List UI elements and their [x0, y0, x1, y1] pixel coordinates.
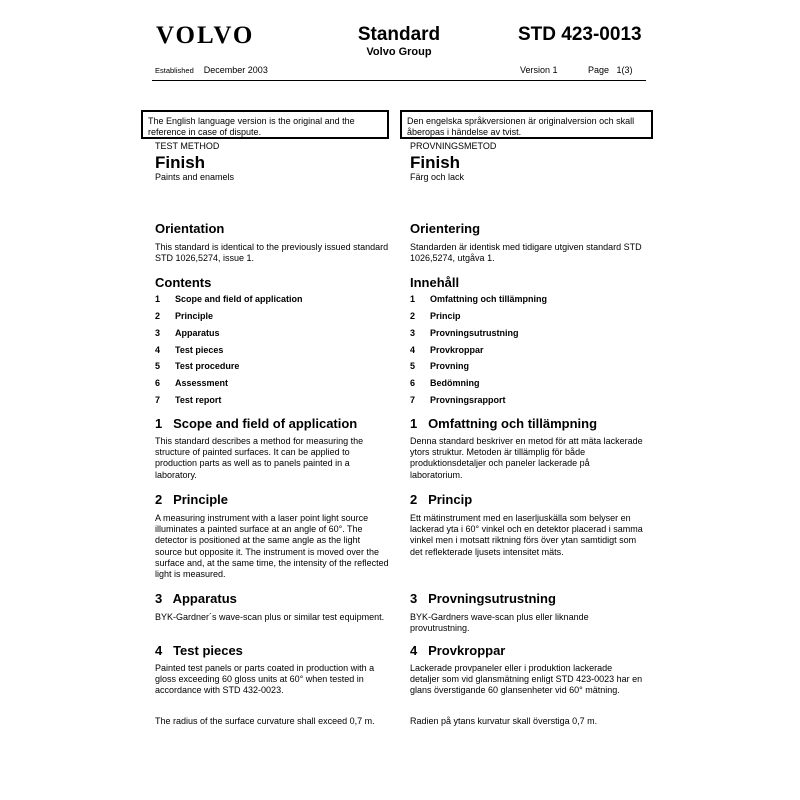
contents-item-label: Provningsutrustning: [430, 328, 519, 338]
section-4-heading: 4 Test pieces: [155, 643, 243, 658]
volvo-logo: VOLVO: [156, 22, 255, 49]
doc-title: Finish: [155, 153, 206, 172]
contents-item-number: 3: [410, 328, 416, 338]
section-4-text-2: Radien på ytans kurvatur skall överstiga 0,7 m.: [410, 716, 598, 726]
section-3-text: BYK-Gardners wave-scan plus eller liknande provutrustning.: [410, 612, 589, 634]
standard-number: STD 423-0013: [518, 24, 642, 45]
doc-type: PROVNINGSMETOD: [410, 141, 497, 151]
contents-heading: Contents: [155, 275, 212, 290]
contents-item-label: Princip: [430, 311, 461, 321]
contents-item-number: 2: [155, 311, 161, 321]
contents-item-label: Test report: [175, 395, 222, 405]
english-column: [155, 141, 389, 726]
section-2-text: A measuring instrument with a laser point light source illuminates a painted surface at an angle of 60°. The detector is positioned at the same angle as the light source but opposite it. The instrument is moved over the surface and, at the same time, the intensity of the reflected light is measured.: [155, 513, 389, 580]
doc-subtitle: Paints and enamels: [155, 172, 235, 182]
section-4-text: Painted test panels or parts coated in production with a gloss exceeding 60 gloss units at 60° when tested in accordance with STD 432-0023.: [155, 663, 375, 696]
swedish-column: [410, 141, 644, 726]
section-2-heading: 2 Principle: [155, 492, 228, 507]
notice-box-sv: Den engelska språkversionen är originalversion och skall åberopas i händelse av tvist.: [400, 110, 653, 139]
section-1-heading: 1 Scope and field of application: [155, 416, 358, 431]
contents-item-number: 4: [410, 345, 416, 355]
section-3-text: BYK-Gardner´s wave-scan plus or similar test equipment.: [155, 612, 385, 622]
contents-item-number: 3: [155, 328, 161, 338]
contents-item-number: 1: [410, 294, 416, 304]
page-label: Page: [588, 65, 610, 75]
orientation-heading: Orientering: [410, 221, 481, 236]
page-value: 1(3): [616, 65, 633, 75]
contents-item-number: 1: [155, 294, 161, 304]
established-label: Established: [155, 66, 194, 75]
orientation-text: This standard is identical to the previously issued standard STD 1026,5274, issue 1.: [155, 242, 389, 264]
contents-item-number: 5: [410, 361, 416, 371]
page-info: [588, 65, 633, 75]
established-info: [155, 65, 268, 75]
header-divider: [152, 80, 646, 81]
contents-item-label: Provningsrapport: [430, 395, 506, 405]
contents-item-label: Test procedure: [175, 361, 240, 371]
contents-item-number: 6: [155, 378, 161, 388]
contents-item-label: Provkroppar: [430, 345, 484, 355]
version-info: Version 1: [520, 65, 558, 75]
contents-item-number: 4: [155, 345, 161, 355]
document-subtitle: Volvo Group: [366, 46, 432, 58]
document-title: Standard: [357, 24, 441, 45]
doc-subtitle: Färg och lack: [410, 172, 465, 182]
section-1-text: This standard describes a method for measuring the structure of painted surfaces. It can be applied to production parts as well as to panels painted in a laboratory.: [155, 436, 364, 480]
contents-item-label: Provning: [430, 361, 470, 371]
doc-type: TEST METHOD: [155, 141, 220, 151]
contents-item-label: Principle: [175, 311, 214, 321]
section-1-text: Denna standard beskriver en metod för att mäta lackerade ytors struktur. Metoden är tillämplig för både produktionsdetaljer och paneler lackerade på laboratorium.: [410, 436, 643, 480]
contents-item-label: Assessment: [175, 378, 229, 388]
contents-item-number: 7: [410, 395, 416, 405]
contents-item-number: 2: [410, 311, 416, 321]
contents-item-number: 6: [410, 378, 416, 388]
section-4-text-2: The radius of the surface curvature shall exceed 0,7 m.: [155, 716, 375, 726]
section-2-heading: 2 Princip: [410, 492, 473, 507]
contents-item-label: Apparatus: [175, 328, 220, 338]
contents-heading: Innehåll: [410, 275, 460, 290]
contents-item-label: Bedömning: [430, 378, 480, 388]
contents-item-number: 7: [155, 395, 161, 405]
section-2-text: Ett mätinstrument med en laserljuskälla som belyser en lackerad yta i 60° vinkel och en detektor placerad i samma vinkel men i motsatt riktning förs över ytan samtidigt som det reflekterade ljusets intensitet mäts.: [410, 513, 643, 557]
section-4-text: Lackerade provpaneler eller i produktion lackerade detaljer som vid glansmätning enligt STD 423-0023 har en glans överstigande 60 glansenheter vid 60° mätning.: [410, 663, 643, 696]
notice-box-en: The English language version is the original and the reference in case of dispute.: [141, 110, 389, 139]
doc-title: Finish: [410, 153, 461, 172]
contents-item-label: Test pieces: [175, 345, 224, 355]
section-3-heading: 3 Provningsutrustning: [410, 591, 556, 606]
orientation-text: Standarden är identisk med tidigare utgiven standard STD 1026,5274, utgåva 1.: [410, 242, 642, 264]
orientation-heading: Orientation: [155, 221, 225, 236]
established-value: December 2003: [203, 65, 268, 75]
section-4-heading: 4 Provkroppar: [410, 643, 506, 658]
contents-item-label: Scope and field of application: [175, 294, 303, 304]
section-1-heading: 1 Omfattning och tillämpning: [410, 416, 598, 431]
contents-item-number: 5: [155, 361, 161, 371]
contents-item-label: Omfattning och tillämpning: [430, 294, 547, 304]
section-3-heading: 3 Apparatus: [155, 591, 237, 606]
